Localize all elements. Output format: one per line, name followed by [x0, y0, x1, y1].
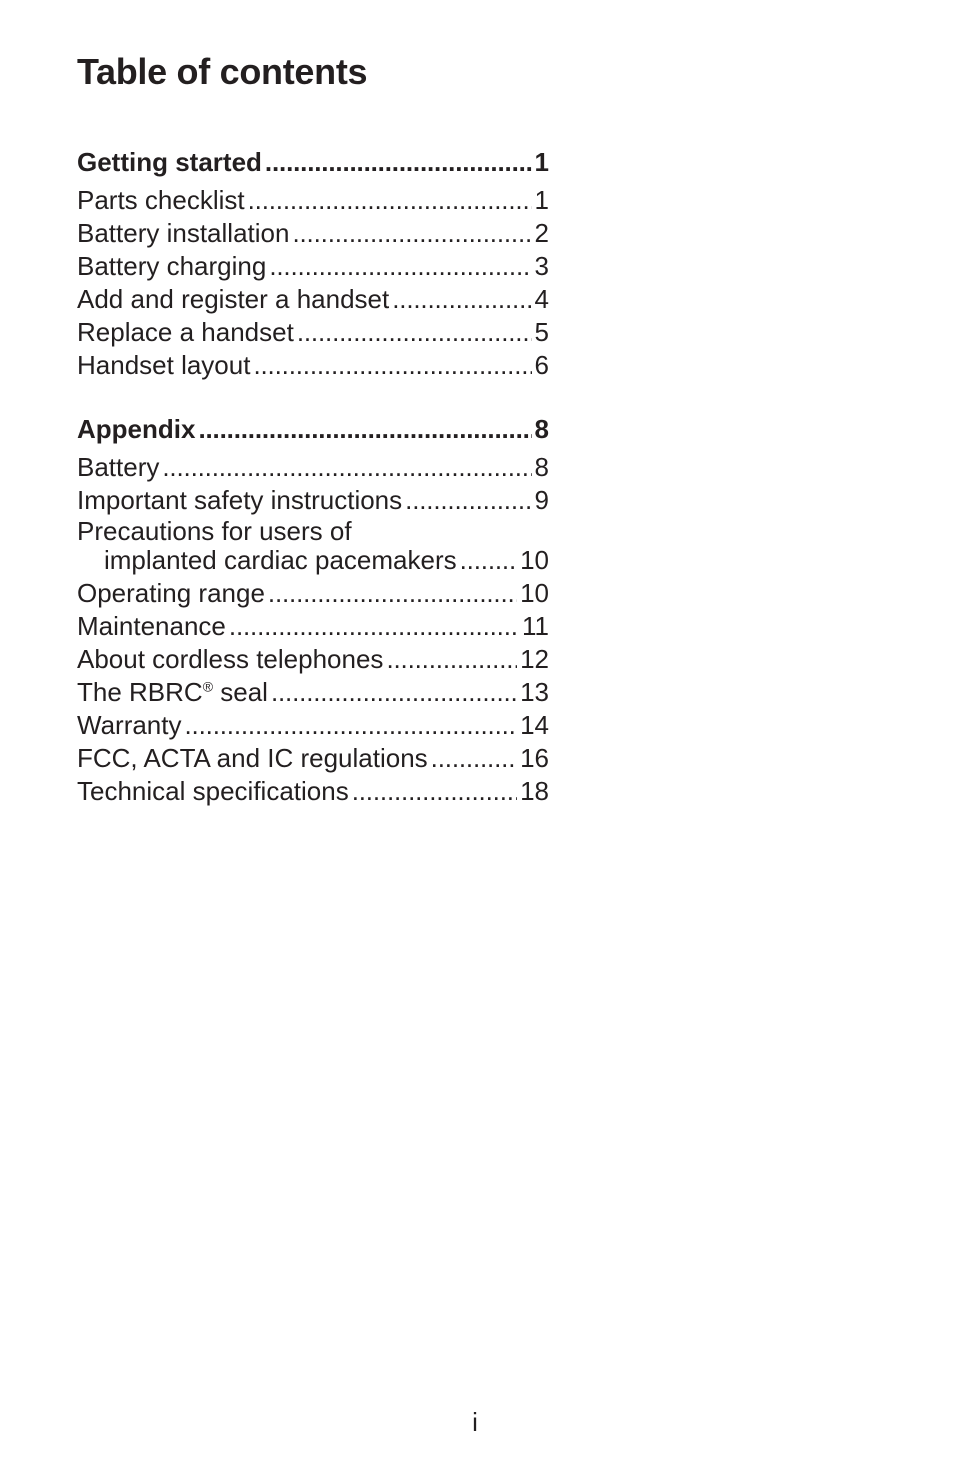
toc-section-getting-started — [77, 146, 549, 382]
toc-entry-label-suffix: seal — [213, 677, 268, 707]
toc-heading-label: Appendix — [77, 414, 196, 444]
dot-leader — [185, 709, 518, 742]
toc-page-number: 1 — [534, 147, 549, 177]
toc-page-number: 9 — [534, 485, 549, 515]
dot-leader — [292, 217, 531, 250]
toc-section-appendix — [77, 413, 549, 808]
toc-page-number: 10 — [520, 578, 549, 608]
toc-page-number: 18 — [520, 776, 549, 806]
toc-entry-replace-a-handset[interactable] — [77, 316, 549, 349]
toc-entry-label: Battery charging — [77, 251, 267, 281]
toc-entry-operating-range[interactable] — [77, 577, 549, 610]
page-title: Table of contents — [77, 51, 368, 92]
toc-page-number: 3 — [534, 251, 549, 281]
toc-page-number: 2 — [534, 218, 549, 248]
toc-page-number: 8 — [534, 414, 549, 444]
toc-entry-label-line1: Precautions for users of — [77, 516, 352, 546]
toc-page-number: 16 — [520, 743, 549, 773]
toc-entry-label: Battery installation — [77, 218, 290, 248]
toc-entry-label: Parts checklist — [77, 185, 245, 215]
toc-entry-label: Battery — [77, 452, 160, 482]
toc-page-number: 6 — [534, 350, 549, 380]
table-of-contents — [77, 146, 549, 808]
dot-leader — [198, 413, 531, 446]
toc-page-number: 5 — [534, 317, 549, 347]
dot-leader — [297, 316, 532, 349]
toc-page-number: 1 — [534, 185, 549, 215]
dot-leader — [268, 577, 517, 610]
toc-entry-label: FCC, ACTA and IC regulations — [77, 743, 428, 773]
dot-leader — [229, 610, 519, 643]
toc-heading-getting-started[interactable] — [77, 146, 549, 179]
toc-entry-battery-installation[interactable] — [77, 217, 549, 250]
dot-leader — [352, 775, 517, 808]
dot-leader — [460, 546, 517, 575]
toc-entry-label: Handset layout — [77, 350, 251, 380]
toc-entry-label: About cordless telephones — [77, 644, 384, 674]
toc-page-number: 8 — [534, 452, 549, 482]
toc-entry-rbrc-seal[interactable] — [77, 676, 549, 709]
toc-entry-maintenance[interactable] — [77, 610, 549, 643]
toc-entry-label — [77, 676, 268, 709]
dot-leader — [405, 484, 531, 517]
registered-mark: ® — [202, 678, 214, 695]
toc-page-number: 10 — [520, 545, 549, 575]
toc-entry-label: Operating range — [77, 578, 265, 608]
toc-entry-label-prefix: The RBRC — [77, 677, 203, 707]
toc-entry-technical-specifications[interactable] — [77, 775, 549, 808]
dot-leader — [162, 451, 531, 484]
toc-entry-label: Warranty — [77, 710, 182, 740]
toc-page-number: 12 — [520, 644, 549, 674]
toc-entry-battery-charging[interactable] — [77, 250, 549, 283]
dot-leader — [431, 742, 517, 775]
dot-leader — [392, 283, 531, 316]
toc-entry-battery[interactable] — [77, 451, 549, 484]
toc-entry-about-cordless-telephones[interactable] — [77, 643, 549, 676]
toc-page-number: 14 — [520, 710, 549, 740]
dot-leader — [386, 643, 517, 676]
toc-entry-warranty[interactable] — [77, 709, 549, 742]
toc-entry-label: Maintenance — [77, 611, 226, 641]
toc-entry-label: Technical specifications — [77, 776, 349, 806]
toc-entry-label-line2: implanted cardiac pacemakers — [104, 545, 457, 575]
toc-entry-pacemaker-precautions[interactable] — [77, 517, 549, 575]
toc-entry-line2 — [77, 546, 549, 575]
toc-entry-label: Important safety instructions — [77, 485, 403, 515]
toc-page-number: 11 — [522, 611, 549, 641]
dot-leader — [253, 349, 531, 382]
toc-entry-add-and-register-a-handset[interactable] — [77, 283, 549, 316]
toc-entry-fcc-acta-ic-regulations[interactable] — [77, 742, 549, 775]
toc-entry-parts-checklist[interactable] — [77, 184, 549, 217]
toc-heading-label: Getting started — [77, 147, 262, 177]
dot-leader — [265, 146, 532, 179]
toc-entry-handset-layout[interactable] — [77, 349, 549, 382]
toc-entry-important-safety-instructions[interactable] — [77, 484, 549, 517]
dot-leader — [269, 250, 531, 283]
toc-entry-label: Replace a handset — [77, 317, 294, 347]
toc-heading-appendix[interactable] — [77, 413, 549, 446]
toc-entry-label: Add and register a handset — [77, 284, 390, 314]
dot-leader — [248, 184, 532, 217]
toc-page-number: 4 — [534, 284, 549, 314]
footer-page-number: i — [472, 1407, 478, 1437]
toc-page-number: 13 — [520, 677, 549, 707]
dot-leader — [271, 676, 517, 709]
